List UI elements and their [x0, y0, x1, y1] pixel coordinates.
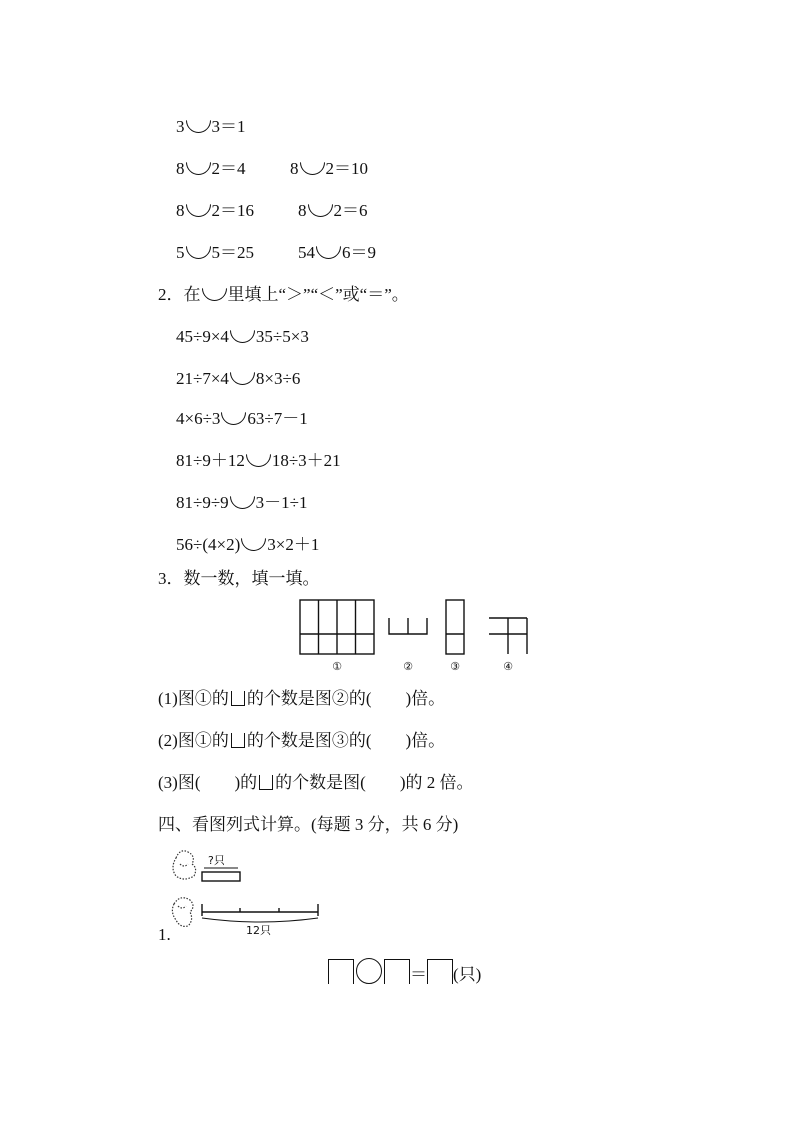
fill-row-3b: 8 2＝6: [298, 192, 368, 218]
figure-label-1: ①: [332, 660, 342, 673]
compare-item-6: 56÷(4×2) 3×2＋1: [176, 526, 319, 552]
q3-sub-3: (3)图( )的 的个数是图( )的 2 倍。: [158, 773, 474, 792]
answer-operator-circle[interactable]: [356, 958, 382, 984]
compare-item-3: 4×6÷3 63÷7－1: [176, 400, 308, 426]
compare-item-1: 45÷9×4 35÷5×3: [176, 318, 309, 344]
fill-row-3: 8 2＝16: [176, 192, 254, 218]
compare-blank[interactable]: [241, 437, 276, 472]
section4-heading: 四、看图列式计算。(每题 3 分，共 6 分): [158, 815, 459, 834]
answer-box-1[interactable]: [328, 959, 354, 984]
compare-blank[interactable]: [224, 479, 259, 514]
animal-icon-top: [173, 851, 196, 879]
top-bar-label: ?只: [208, 854, 225, 867]
q3-heading: 3．数一数，填一填。: [158, 569, 320, 588]
figure-label-2: ②: [403, 660, 413, 673]
item-number: 1.: [158, 925, 171, 944]
figure-4: [489, 618, 527, 654]
compare-item-4: 81÷9＋12 18÷3＋21: [176, 442, 341, 468]
q3-sub-2: (2)图①的 的个数是图③的( )倍。: [158, 731, 446, 750]
figure-3: [446, 600, 464, 654]
figure-2: [389, 618, 427, 634]
equals-sign: ＝: [410, 965, 427, 984]
counting-figures: [296, 596, 546, 676]
operator-blank[interactable]: [302, 187, 337, 222]
operator-blank[interactable]: [180, 187, 215, 222]
bar-model-diagram: [166, 846, 336, 936]
compare-item-5: 81÷9÷9 3－1÷1: [176, 484, 308, 510]
animal-icon-bottom: [172, 898, 193, 927]
answer-box-result[interactable]: [427, 959, 453, 984]
figure-label-3: ③: [450, 660, 460, 673]
operator-blank[interactable]: [180, 103, 215, 138]
answer-box-2[interactable]: [384, 959, 410, 984]
figure-1: [300, 600, 374, 654]
unit-label: (只): [453, 965, 482, 984]
square-cell-icon: [259, 775, 273, 790]
operator-blank[interactable]: [294, 145, 329, 180]
operator-blank[interactable]: [180, 145, 215, 180]
bottom-bar-label: 12只: [246, 924, 271, 936]
operator-blank[interactable]: [311, 229, 346, 264]
fill-row-2b: 8 2＝10: [290, 150, 368, 176]
fill-row-1: 3 3＝1: [176, 108, 246, 134]
figure-label-4: ④: [503, 660, 513, 673]
square-cell-icon: [231, 691, 245, 706]
fill-row-4b: 54 6＝9: [298, 234, 376, 260]
circle-icon: [196, 271, 231, 306]
q3-sub-1: (1)图①的 的个数是图②的( )倍。: [158, 689, 446, 708]
compare-blank[interactable]: [225, 313, 260, 348]
operator-blank[interactable]: [180, 229, 215, 264]
compare-item-2: 21÷7×4 8×3÷6: [176, 360, 300, 386]
answer-equation: [328, 958, 481, 984]
compare-blank[interactable]: [225, 355, 260, 390]
q2-heading: 2．在 里填上“＞”“＜”或“＝”。: [158, 276, 409, 302]
fill-row-4: 5 5＝25: [176, 234, 254, 260]
square-cell-icon: [231, 733, 245, 748]
fill-row-2: 8 2＝4: [176, 150, 246, 176]
